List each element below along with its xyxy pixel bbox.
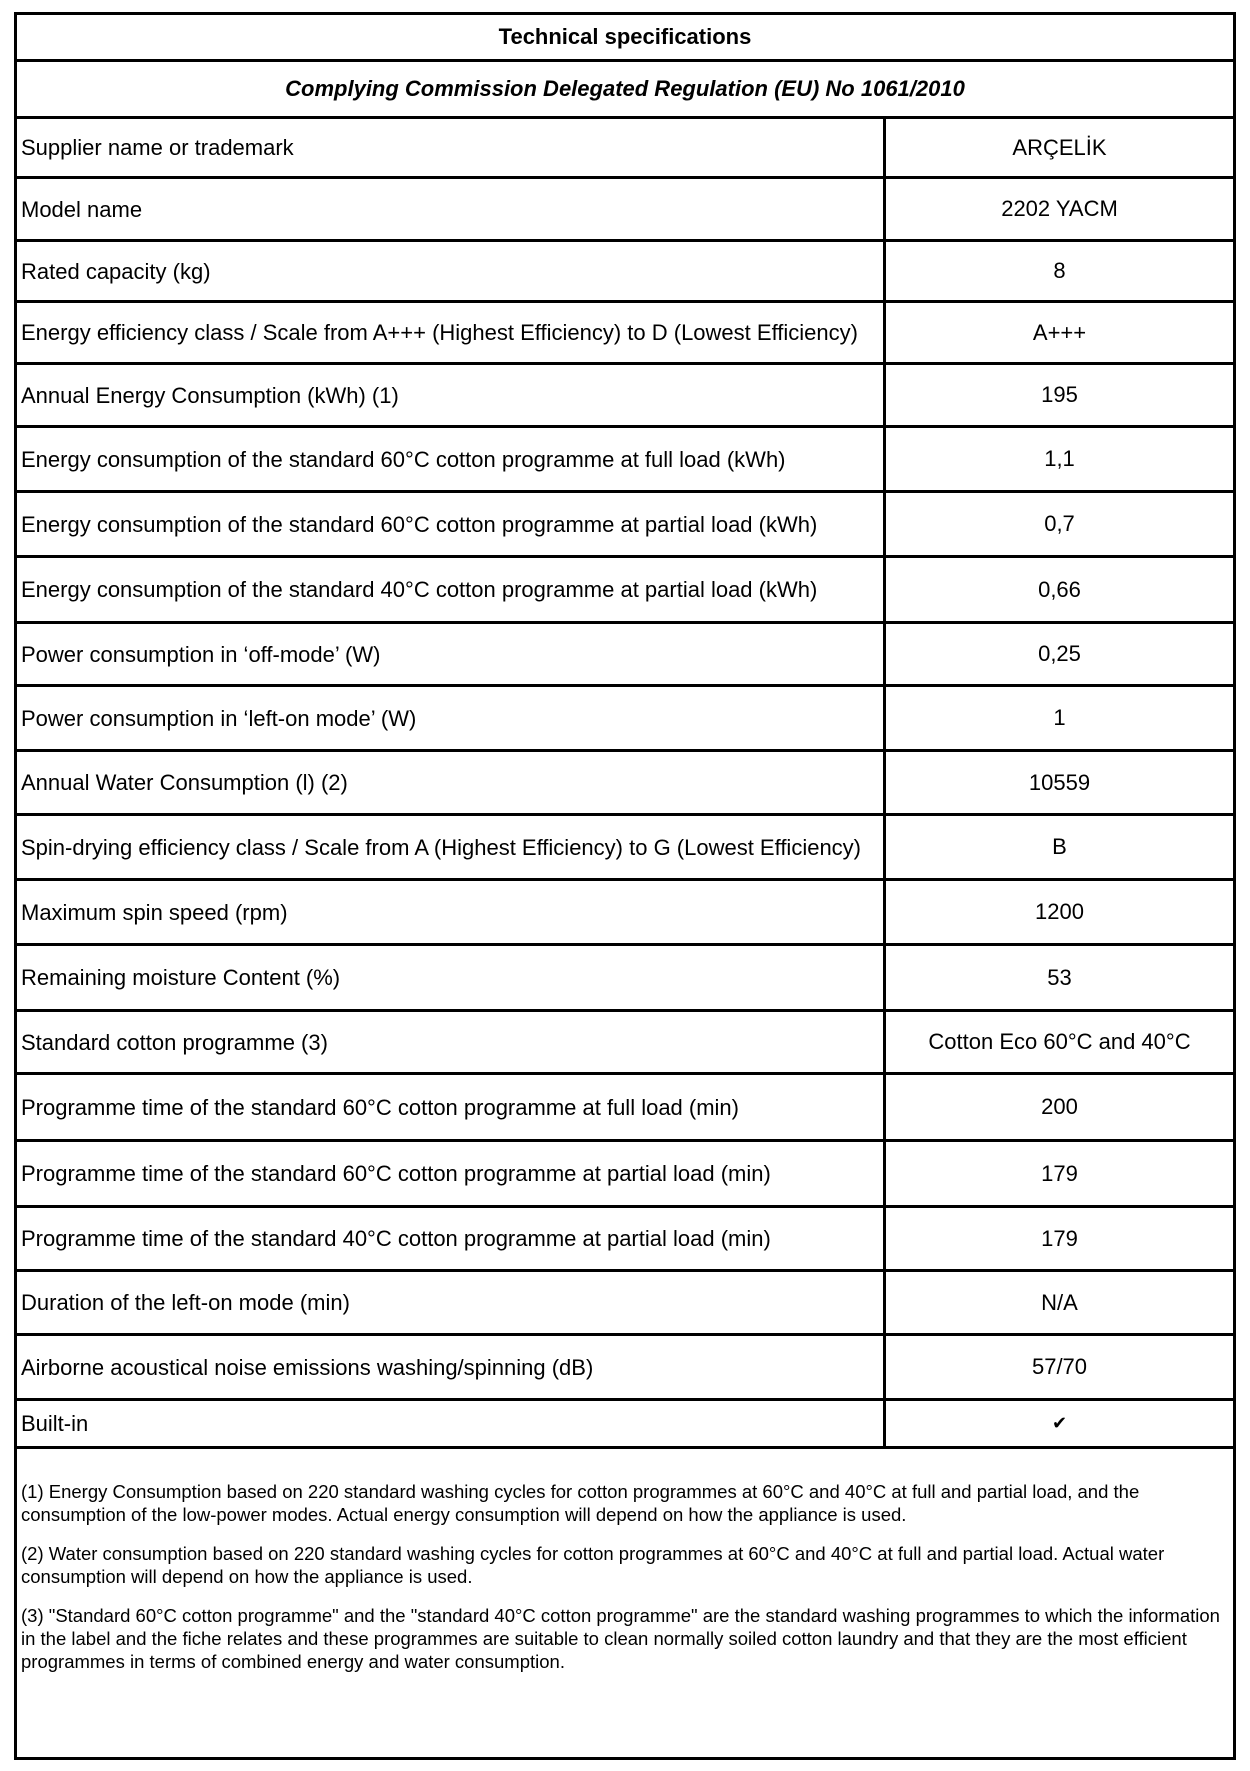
spec-label: Built-in: [17, 1401, 886, 1446]
spec-label: Supplier name or trademark: [17, 119, 886, 176]
spec-value: 53: [1047, 964, 1072, 990]
spec-label: Duration of the left-on mode (min): [17, 1272, 886, 1333]
spec-value: 8: [1053, 258, 1066, 283]
spec-label: Energy consumption of the standard 60°C cotton programme at full load (kWh): [17, 428, 886, 490]
spec-row-time-40-partial: [17, 1208, 1233, 1272]
spec-row-left-on-mode: [17, 687, 1233, 752]
spec-value: 1200: [1035, 899, 1084, 924]
spec-label: Power consumption in ‘off-mode’ (W): [17, 624, 886, 684]
spec-row-capacity: [17, 242, 1233, 303]
spec-row-noise: [17, 1336, 1233, 1401]
spec-row-built-in: [17, 1401, 1233, 1449]
spec-label: Energy consumption of the standard 40°C cotton programme at partial load (kWh): [17, 558, 886, 621]
spec-value: 179: [1041, 1160, 1078, 1186]
spec-row-spin-class: [17, 816, 1233, 881]
spec-row-cotton-programme: [17, 1012, 1233, 1075]
spec-row-model: [17, 179, 1233, 242]
spec-value: 0,7: [1044, 511, 1075, 536]
spec-label: Programme time of the standard 60°C cotton programme at partial load (min): [17, 1142, 886, 1205]
spec-value: 179: [1041, 1225, 1078, 1251]
spec-value: 2202 YACM: [1001, 196, 1118, 221]
spec-label: Programme time of the standard 40°C cotton programme at partial load (min): [17, 1208, 886, 1269]
spec-label: Standard cotton programme (3): [17, 1012, 886, 1072]
spec-row-spin-speed: [17, 881, 1233, 946]
spec-value: 1: [1053, 705, 1066, 730]
spec-row-energy-60-partial: [17, 493, 1233, 558]
spec-value: A+++: [1032, 319, 1087, 345]
sheet-title: Technical specifications: [17, 15, 1233, 62]
spec-value: Cotton Eco 60°C and 40°C: [928, 1029, 1191, 1054]
spec-label: Rated capacity (kg): [17, 242, 886, 300]
spec-row-time-60-full: [17, 1075, 1233, 1142]
spec-label: Spin-drying efficiency class / Scale from A (Highest Efficiency) to G (Lowest Efficiency): [17, 816, 886, 878]
sheet-subtitle: Complying Commission Delegated Regulation (EU) No 1061/2010: [17, 62, 1233, 119]
spec-label: Model name: [17, 179, 886, 239]
footnote-1: (1) Energy Consumption based on 220 standard washing cycles for cotton programmes at 60°C and 40°C at full and partial load, and the consumption of the low-power modes. Actual energy consumption will depend on how the appliance is used.: [21, 1481, 1140, 1525]
spec-value: 200: [1041, 1094, 1078, 1119]
spec-row-supplier: [17, 119, 1233, 179]
spec-row-energy-class: [17, 303, 1233, 365]
spec-label: Energy efficiency class / Scale from A+++ (Highest Efficiency) to D (Lowest Efficiency): [17, 303, 886, 362]
spec-value: 57/70: [1031, 1354, 1088, 1379]
spec-value: 1,1: [1044, 446, 1075, 471]
spec-row-energy-40-partial: [17, 558, 1233, 624]
spec-value: N/A: [1041, 1289, 1078, 1315]
spec-label: Power consumption in ‘left-on mode’ (W): [17, 687, 886, 749]
spec-row-energy-60-full: [17, 428, 1233, 493]
spec-value: ARÇELİK: [1012, 134, 1107, 160]
spec-row-moisture: [17, 946, 1233, 1012]
spec-label: Maximum spin speed (rpm): [17, 881, 886, 943]
spec-row-annual-water: [17, 752, 1233, 816]
spec-label: Annual Energy Consumption (kWh) (1): [17, 365, 886, 425]
spec-label: Remaining moisture Content (%): [17, 946, 886, 1009]
spec-value: B: [1052, 834, 1067, 859]
footnote-3: (3) "Standard 60°C cotton programme" and the "standard 40°C cotton programme" are the standard washing programmes to which the information in the label and the fiche relates and these programmes are suitable to clean normally soiled cotton laundry and that they are the most efficient programmes in terms of combined energy and water consumption.: [21, 1605, 1220, 1672]
spec-label: Energy consumption of the standard 60°C cotton programme at partial load (kWh): [17, 493, 886, 555]
spec-label: Annual Water Consumption (l) (2): [17, 752, 886, 813]
spec-row-left-on-duration: [17, 1272, 1233, 1336]
spec-row-time-60-partial: [17, 1142, 1233, 1208]
spec-label: Airborne acoustical noise emissions washing/spinning (dB): [17, 1336, 886, 1398]
spec-value: 0,25: [1038, 641, 1081, 666]
spec-sheet: [14, 12, 1236, 1760]
spec-label: Programme time of the standard 60°C cotton programme at full load (min): [17, 1075, 886, 1139]
check-icon: ✔: [1051, 1413, 1068, 1433]
spec-value: 0,66: [1038, 576, 1081, 602]
footnote-2: (2) Water consumption based on 220 standard washing cycles for cotton programmes at 60°C and 40°C at full and partial load. Actual water consumption will depend on how the appliance is used.: [21, 1543, 1165, 1587]
footnotes: [17, 1480, 1233, 1689]
spec-row-annual-energy: [17, 365, 1233, 428]
spec-value: 195: [1041, 382, 1078, 407]
spec-value: 10559: [1028, 769, 1091, 795]
spec-row-off-mode: [17, 624, 1233, 687]
